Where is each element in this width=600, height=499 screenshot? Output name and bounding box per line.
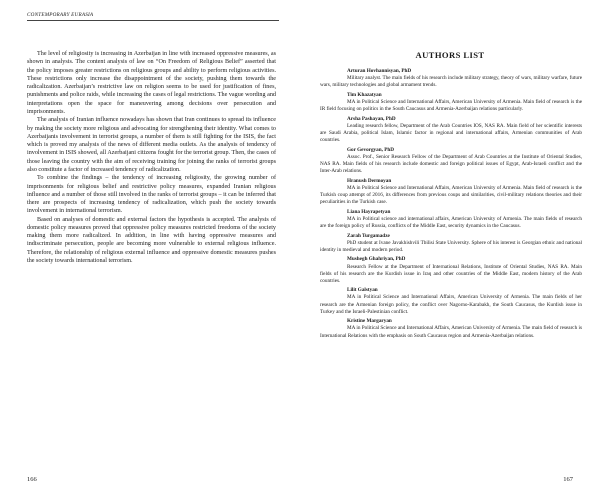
author-bio: Leading research fellow, Department of the Arab Countries IOS, NAS RA. Main field of her scientific interests are Saudi Arabia, political Islam, Islamic factor in regional and international affairs, Armenian communities of Arab countries. (320, 122, 582, 144)
page-number: 166 (27, 476, 37, 483)
author-name: Liana Hayrapetyan (347, 208, 391, 215)
page-number: 167 (563, 476, 573, 483)
author-bio: Research Fellow at the Department of International Relations, Institute of Oriental Studies, NAS RA. Main fields of his research are the Kurdish issue in Iraq and other countries of the Middle East, modern history of the Arab countries. (320, 263, 582, 284)
author-name: Arturan Hovhannisyan, PhD (347, 68, 412, 74)
paragraph: The level of religiosity is increasing in Azerbaijan in line with increased oppressive measures, as shown in analysis. The content analysis of law on “On Freedom of Religious Belief” asserted that the policy imposes greater restrictions on religious groups and ability to perform religious activities. These restrictions only increase the disappointment of the society, pushing them towards the radicalization. Azerbaijan’s restrictive law on religion seems to be used for justification of fines, punishments and police raids, while increasing the cases of legal restrictions. The vague wording and interpretations open the space for maneuvering among decisions over persecution and imprisonments. (27, 51, 276, 115)
header-rule (27, 20, 279, 21)
author-entry (320, 256, 582, 284)
running-head: CONTEMPORARY EURASIA (27, 12, 94, 18)
author-bio: MA in Political Science and International Affairs, American University of Armenia. Main field of research is the Turkish coup attempt of 2016, its differences from previous coups and similarities, civil-military relations theories and their peculiarities in the Turkish case. (320, 184, 582, 205)
author-entry (320, 68, 582, 89)
author-entry (320, 92, 582, 113)
author-entry (320, 209, 582, 230)
author-entry (320, 116, 582, 144)
author-bio: MA in Political Science and International Affairs, American University of Armenia. The main fields of her research are the Armenian foreign policy, the conflict over Nagorno-Karabakh, the South Caucasus, the Kurdish issue in Turkey and the Israeli-Palestinian conflict. (320, 294, 582, 315)
author-bio: Assoc. Prof., Senior Research Fellow of the Department of Arab Countries at the Institute of Oriental Studies, NAS RA. Main fields of his research include domestic and foreign political issues of Egypt, Arab-Israeli conflict and the Inter-Arab relations. (320, 153, 582, 174)
author-name: Kristine Margaryan (347, 318, 392, 325)
author-name: Zarah Turgamadze (347, 232, 390, 239)
authors-list (320, 68, 582, 342)
body-text (27, 50, 276, 265)
author-bio: PhD student at Ivane Javakhishvili Tbilisi State University. Sphere of his interest is Georgian ethnic and national identity in medieval and modern period. (320, 239, 582, 253)
author-entry (320, 233, 582, 254)
author-name: Mushegh Ghahriyan, PhD (347, 256, 406, 263)
paragraph: Based on analyses of domestic and external factors the hypothesis is accepted. The analysis of domestic policy measures proved that oppressive policy measures restricted freedoms of the society making them more radicalized. In addition, in line with having oppressive measures and indiscriminate persecution, people are becoming more vulnerable to external religious influence. Therefore, the relationship of religious external influence and oppressive domestic measures pushes the society towards international terrorism. (27, 216, 276, 265)
author-bio: Military analyst. The main fields of his research include military strategy, theory of wars, military warfare, future wars, military technologies and global armament trends. (320, 75, 582, 89)
right-page (300, 0, 600, 499)
author-entry (320, 318, 582, 339)
author-entry (320, 178, 582, 206)
author-bio: MA in Political Science and International Affairs, American University of Armenia. The main field of research is International Relations with the emphasis on South Caucasus region and Armenia-Azerbaijan relations. (320, 325, 582, 339)
paragraph: To combine the findings – the tendency of increasing religiosity, the growing number of imprisonments for religious belief and restrictive policy measures, expanded Iranian religious influence and a number of those still involved in the ranks of terrorist groups – it can be inferred that there are prospects of increasing tendency of radicalization, which push the society towards involvement in international terrorism. (27, 175, 276, 215)
author-name: Tim Khazatyan (347, 91, 382, 98)
author-bio: MA in Political science and international affairs, American University of Armenia. The main fields of research are the foreign policy of Russia, conflicts of the Middle East, security dynamics in the Caucasus. (320, 215, 582, 229)
author-name: Hranush Dermoyan (347, 177, 392, 184)
author-name: Arsha Pashayan, PhD (347, 115, 396, 122)
author-name: Lilit Galstyan (347, 287, 378, 294)
authors-list-title: AUTHORS LIST (415, 50, 485, 60)
author-bio: MA in Political Science and International Affairs, American University of Armenia. Main field of research is the IR field focusing on politics in the South Caucasus and Armenia-Azerbaijan relations particularly. (320, 98, 582, 113)
paragraph: The analysis of Iranian influence nowadays has shown that Iran continues to spread its influence by making the society more religious and advocating for strengthening their identity. What comes to Azerbaijanis involvement in terrorist groups, a number of them is still fighting for the ISIS, the fact which is proved my analysis of the news of different media outlets. As the analysis of tendency of involvement in ISIS showed, all Azerbaijani citizens fought for the terrorist group. Then, the cases of those leaving the country with the aim of receiving training for joining the ranks of terrorist groups also constitute a factor of increased tendency of radicalization. (27, 117, 276, 173)
author-entry (320, 287, 582, 315)
author-name: Gor Gevorgyan, PhD (347, 146, 395, 153)
author-entry (320, 147, 582, 175)
